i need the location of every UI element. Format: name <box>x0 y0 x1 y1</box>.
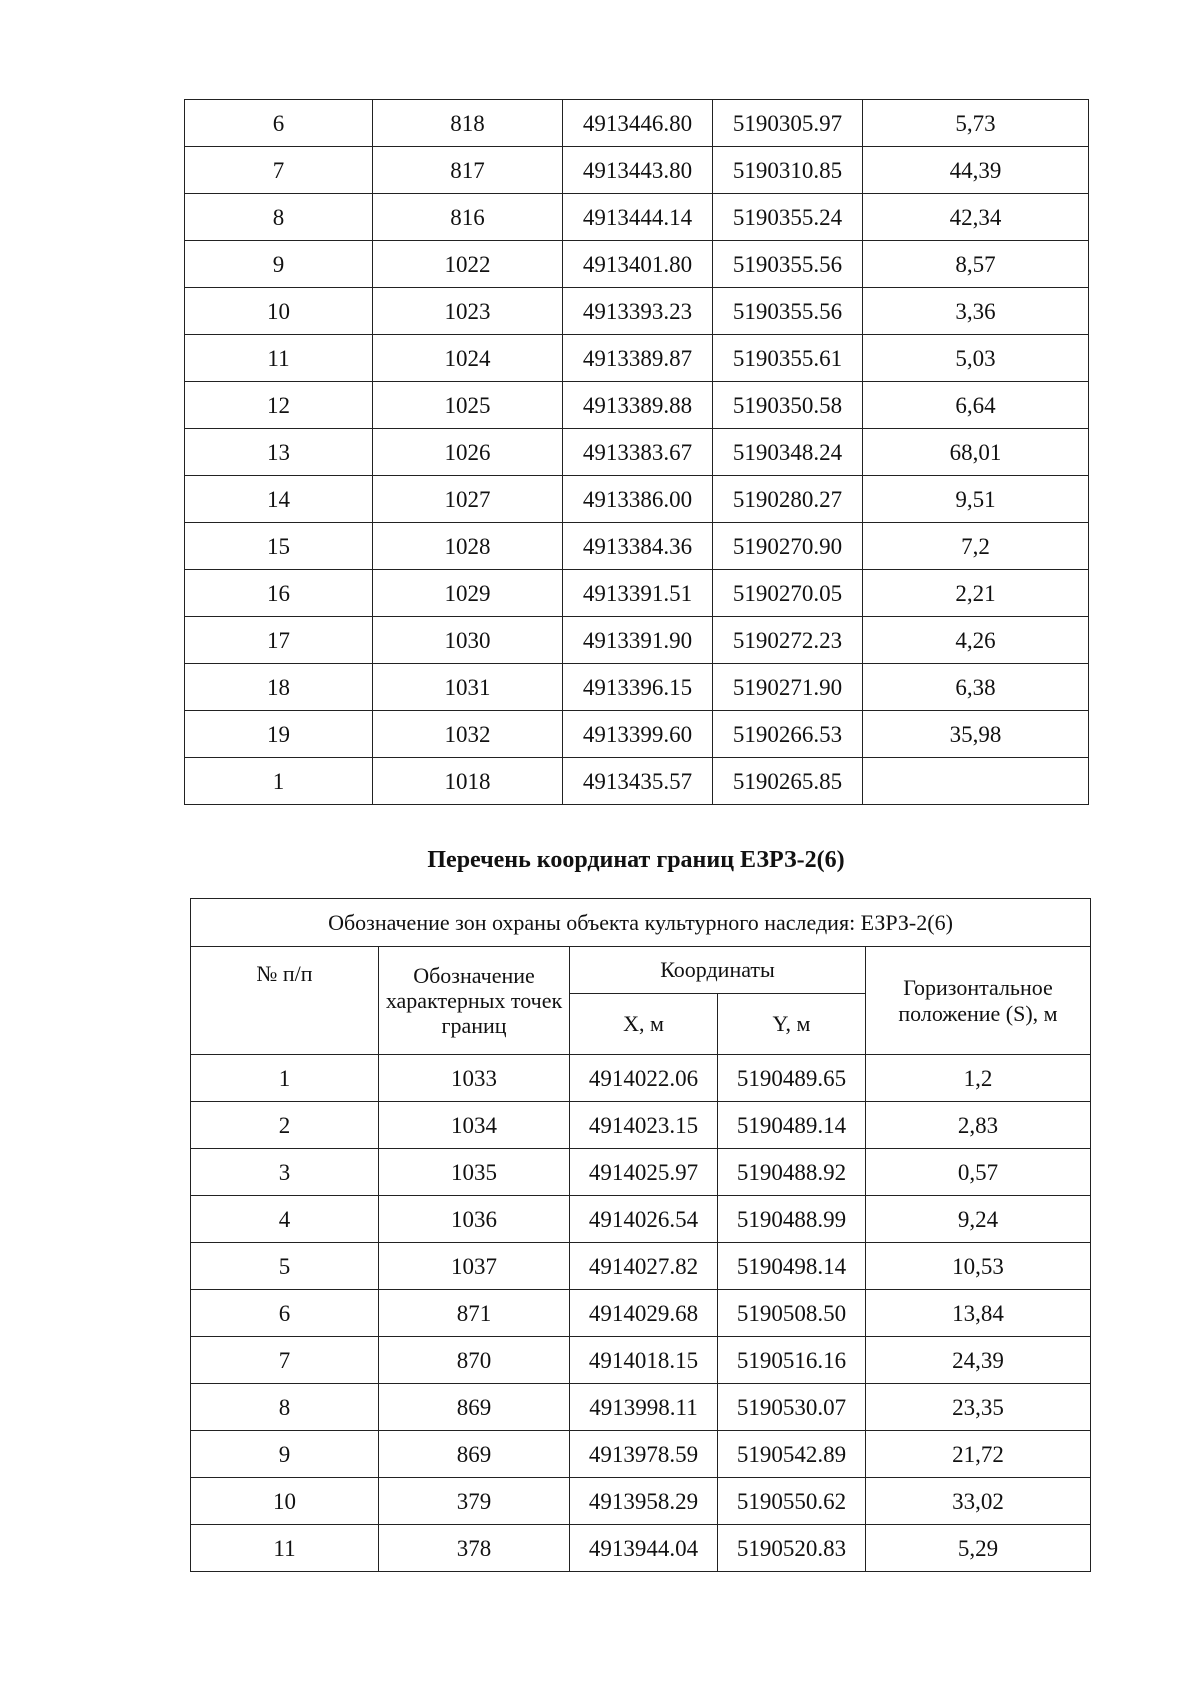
cell-x: 4913446.80 <box>563 100 713 147</box>
cell-distance: 5,29 <box>866 1525 1091 1572</box>
cell-num: 13 <box>185 429 373 476</box>
cell-y: 5190355.56 <box>713 288 863 335</box>
table-row <box>191 1431 1091 1478</box>
cell-point: 1024 <box>373 335 563 382</box>
cell-x: 4913384.36 <box>563 523 713 570</box>
cell-point: 379 <box>379 1478 570 1525</box>
cell-point: 816 <box>373 194 563 241</box>
table-row <box>185 194 1089 241</box>
cell-num: 1 <box>185 758 373 805</box>
cell-num: 12 <box>185 382 373 429</box>
cell-y: 5190265.85 <box>713 758 863 805</box>
cell-num: 11 <box>185 335 373 382</box>
table-row <box>185 617 1089 664</box>
cell-x: 4913435.57 <box>563 758 713 805</box>
cell-point: 818 <box>373 100 563 147</box>
cell-distance: 8,57 <box>863 241 1089 288</box>
cell-x: 4914025.97 <box>570 1149 718 1196</box>
cell-x: 4913389.87 <box>563 335 713 382</box>
zone-caption-row <box>191 899 1091 947</box>
cell-y: 5190520.83 <box>718 1525 866 1572</box>
cell-point: 1037 <box>379 1243 570 1290</box>
cell-num: 7 <box>191 1337 379 1384</box>
cell-num: 15 <box>185 523 373 570</box>
cell-distance: 6,64 <box>863 382 1089 429</box>
cell-y: 5190530.07 <box>718 1384 866 1431</box>
cell-distance: 0,57 <box>866 1149 1091 1196</box>
cell-num: 9 <box>191 1431 379 1478</box>
table-row <box>191 1525 1091 1572</box>
cell-distance: 68,01 <box>863 429 1089 476</box>
cell-distance: 1,2 <box>866 1055 1091 1102</box>
cell-num: 2 <box>191 1102 379 1149</box>
cell-num: 10 <box>185 288 373 335</box>
cell-x: 4913944.04 <box>570 1525 718 1572</box>
table-row <box>185 100 1089 147</box>
cell-x: 4914026.54 <box>570 1196 718 1243</box>
cell-x: 4913444.14 <box>563 194 713 241</box>
cell-x: 4914018.15 <box>570 1337 718 1384</box>
cell-num: 7 <box>185 147 373 194</box>
cell-point: 1023 <box>373 288 563 335</box>
cell-distance: 5,73 <box>863 100 1089 147</box>
cell-point: 378 <box>379 1525 570 1572</box>
table-row <box>185 429 1089 476</box>
cell-y: 5190508.50 <box>718 1290 866 1337</box>
cell-distance: 42,34 <box>863 194 1089 241</box>
cell-num: 17 <box>185 617 373 664</box>
cell-point: 1029 <box>373 570 563 617</box>
table-row <box>185 335 1089 382</box>
cell-point: 1030 <box>373 617 563 664</box>
coordinates-table-continued-body <box>185 100 1089 805</box>
cell-num: 10 <box>191 1478 379 1525</box>
cell-distance: 3,36 <box>863 288 1089 335</box>
cell-y: 5190350.58 <box>713 382 863 429</box>
coordinates-table-ezrz-2-6 <box>190 898 1091 1572</box>
cell-distance: 10,53 <box>866 1243 1091 1290</box>
cell-num: 8 <box>191 1384 379 1431</box>
cell-y: 5190280.27 <box>713 476 863 523</box>
zone-caption: Обозначение зон охраны объекта культурного наследия: ЕЗРЗ-2(6) <box>191 899 1091 947</box>
header-point: Обозначение характерных точек границ <box>379 947 570 1055</box>
cell-point: 1027 <box>373 476 563 523</box>
cell-point: 1033 <box>379 1055 570 1102</box>
cell-num: 11 <box>191 1525 379 1572</box>
table-row <box>185 147 1089 194</box>
header-horizontal-position: Горизонтальное положение (S), м <box>866 947 1091 1055</box>
cell-y: 5190488.92 <box>718 1149 866 1196</box>
cell-y: 5190310.85 <box>713 147 863 194</box>
cell-distance: 9,24 <box>866 1196 1091 1243</box>
table-row <box>185 523 1089 570</box>
table-row <box>191 1337 1091 1384</box>
cell-y: 5190270.05 <box>713 570 863 617</box>
cell-point: 1018 <box>373 758 563 805</box>
coordinates-table-ezrz-2-6-body <box>191 1055 1091 1572</box>
cell-num: 18 <box>185 664 373 711</box>
cell-y: 5190270.90 <box>713 523 863 570</box>
cell-num: 6 <box>185 100 373 147</box>
cell-y: 5190355.56 <box>713 241 863 288</box>
table-row <box>185 476 1089 523</box>
cell-point: 871 <box>379 1290 570 1337</box>
header-x: X, м <box>570 994 718 1055</box>
cell-num: 14 <box>185 476 373 523</box>
cell-x: 4913391.90 <box>563 617 713 664</box>
header-y: Y, м <box>718 994 866 1055</box>
section-title: Перечень координат границ ЕЗРЗ-2(6) <box>427 847 845 873</box>
table-row <box>191 1290 1091 1337</box>
cell-num: 8 <box>185 194 373 241</box>
cell-x: 4913401.80 <box>563 241 713 288</box>
cell-point: 1035 <box>379 1149 570 1196</box>
cell-distance: 44,39 <box>863 147 1089 194</box>
cell-distance <box>863 758 1089 805</box>
cell-distance: 2,83 <box>866 1102 1091 1149</box>
cell-point: 817 <box>373 147 563 194</box>
cell-point: 1031 <box>373 664 563 711</box>
cell-y: 5190272.23 <box>713 617 863 664</box>
table-row <box>191 1102 1091 1149</box>
table-row <box>191 1384 1091 1431</box>
cell-point: 1034 <box>379 1102 570 1149</box>
table-row <box>185 570 1089 617</box>
table-row <box>191 1196 1091 1243</box>
cell-x: 4913396.15 <box>563 664 713 711</box>
table-row <box>191 1149 1091 1196</box>
cell-x: 4913386.00 <box>563 476 713 523</box>
cell-num: 1 <box>191 1055 379 1102</box>
cell-y: 5190488.99 <box>718 1196 866 1243</box>
cell-x: 4913399.60 <box>563 711 713 758</box>
cell-y: 5190550.62 <box>718 1478 866 1525</box>
cell-distance: 4,26 <box>863 617 1089 664</box>
cell-num: 9 <box>185 241 373 288</box>
cell-num: 3 <box>191 1149 379 1196</box>
cell-distance: 5,03 <box>863 335 1089 382</box>
cell-x: 4913393.23 <box>563 288 713 335</box>
cell-point: 1026 <box>373 429 563 476</box>
cell-distance: 9,51 <box>863 476 1089 523</box>
cell-x: 4913383.67 <box>563 429 713 476</box>
cell-point: 1028 <box>373 523 563 570</box>
table-row <box>185 288 1089 335</box>
header-num: № п/п <box>191 947 379 1055</box>
table-row <box>185 241 1089 288</box>
cell-distance: 2,21 <box>863 570 1089 617</box>
coordinates-table-continued <box>184 99 1089 805</box>
cell-x: 4913389.88 <box>563 382 713 429</box>
cell-point: 870 <box>379 1337 570 1384</box>
cell-distance: 7,2 <box>863 523 1089 570</box>
cell-y: 5190305.97 <box>713 100 863 147</box>
cell-x: 4913958.29 <box>570 1478 718 1525</box>
cell-num: 16 <box>185 570 373 617</box>
cell-x: 4914022.06 <box>570 1055 718 1102</box>
cell-y: 5190355.24 <box>713 194 863 241</box>
cell-point: 1022 <box>373 241 563 288</box>
header-coordinates: Координаты <box>570 947 866 994</box>
cell-distance: 35,98 <box>863 711 1089 758</box>
cell-distance: 21,72 <box>866 1431 1091 1478</box>
cell-y: 5190489.14 <box>718 1102 866 1149</box>
cell-y: 5190355.61 <box>713 335 863 382</box>
table-row <box>191 1243 1091 1290</box>
cell-y: 5190542.89 <box>718 1431 866 1478</box>
cell-distance: 24,39 <box>866 1337 1091 1384</box>
cell-x: 4914029.68 <box>570 1290 718 1337</box>
cell-x: 4913998.11 <box>570 1384 718 1431</box>
cell-y: 5190498.14 <box>718 1243 866 1290</box>
table-row <box>191 1478 1091 1525</box>
cell-y: 5190266.53 <box>713 711 863 758</box>
cell-num: 19 <box>185 711 373 758</box>
table-row <box>185 664 1089 711</box>
cell-x: 4913391.51 <box>563 570 713 617</box>
cell-point: 1025 <box>373 382 563 429</box>
cell-distance: 6,38 <box>863 664 1089 711</box>
table-row <box>185 758 1089 805</box>
cell-point: 1036 <box>379 1196 570 1243</box>
cell-num: 5 <box>191 1243 379 1290</box>
cell-y: 5190271.90 <box>713 664 863 711</box>
cell-distance: 23,35 <box>866 1384 1091 1431</box>
table-row <box>185 711 1089 758</box>
cell-num: 4 <box>191 1196 379 1243</box>
cell-x: 4913978.59 <box>570 1431 718 1478</box>
cell-distance: 33,02 <box>866 1478 1091 1525</box>
header-row-1 <box>191 947 1091 994</box>
cell-y: 5190489.65 <box>718 1055 866 1102</box>
cell-distance: 13,84 <box>866 1290 1091 1337</box>
cell-point: 1032 <box>373 711 563 758</box>
cell-point: 869 <box>379 1384 570 1431</box>
cell-x: 4913443.80 <box>563 147 713 194</box>
table-row <box>185 382 1089 429</box>
cell-x: 4914023.15 <box>570 1102 718 1149</box>
cell-num: 6 <box>191 1290 379 1337</box>
cell-y: 5190516.16 <box>718 1337 866 1384</box>
cell-y: 5190348.24 <box>713 429 863 476</box>
table-row <box>191 1055 1091 1102</box>
cell-x: 4914027.82 <box>570 1243 718 1290</box>
cell-point: 869 <box>379 1431 570 1478</box>
